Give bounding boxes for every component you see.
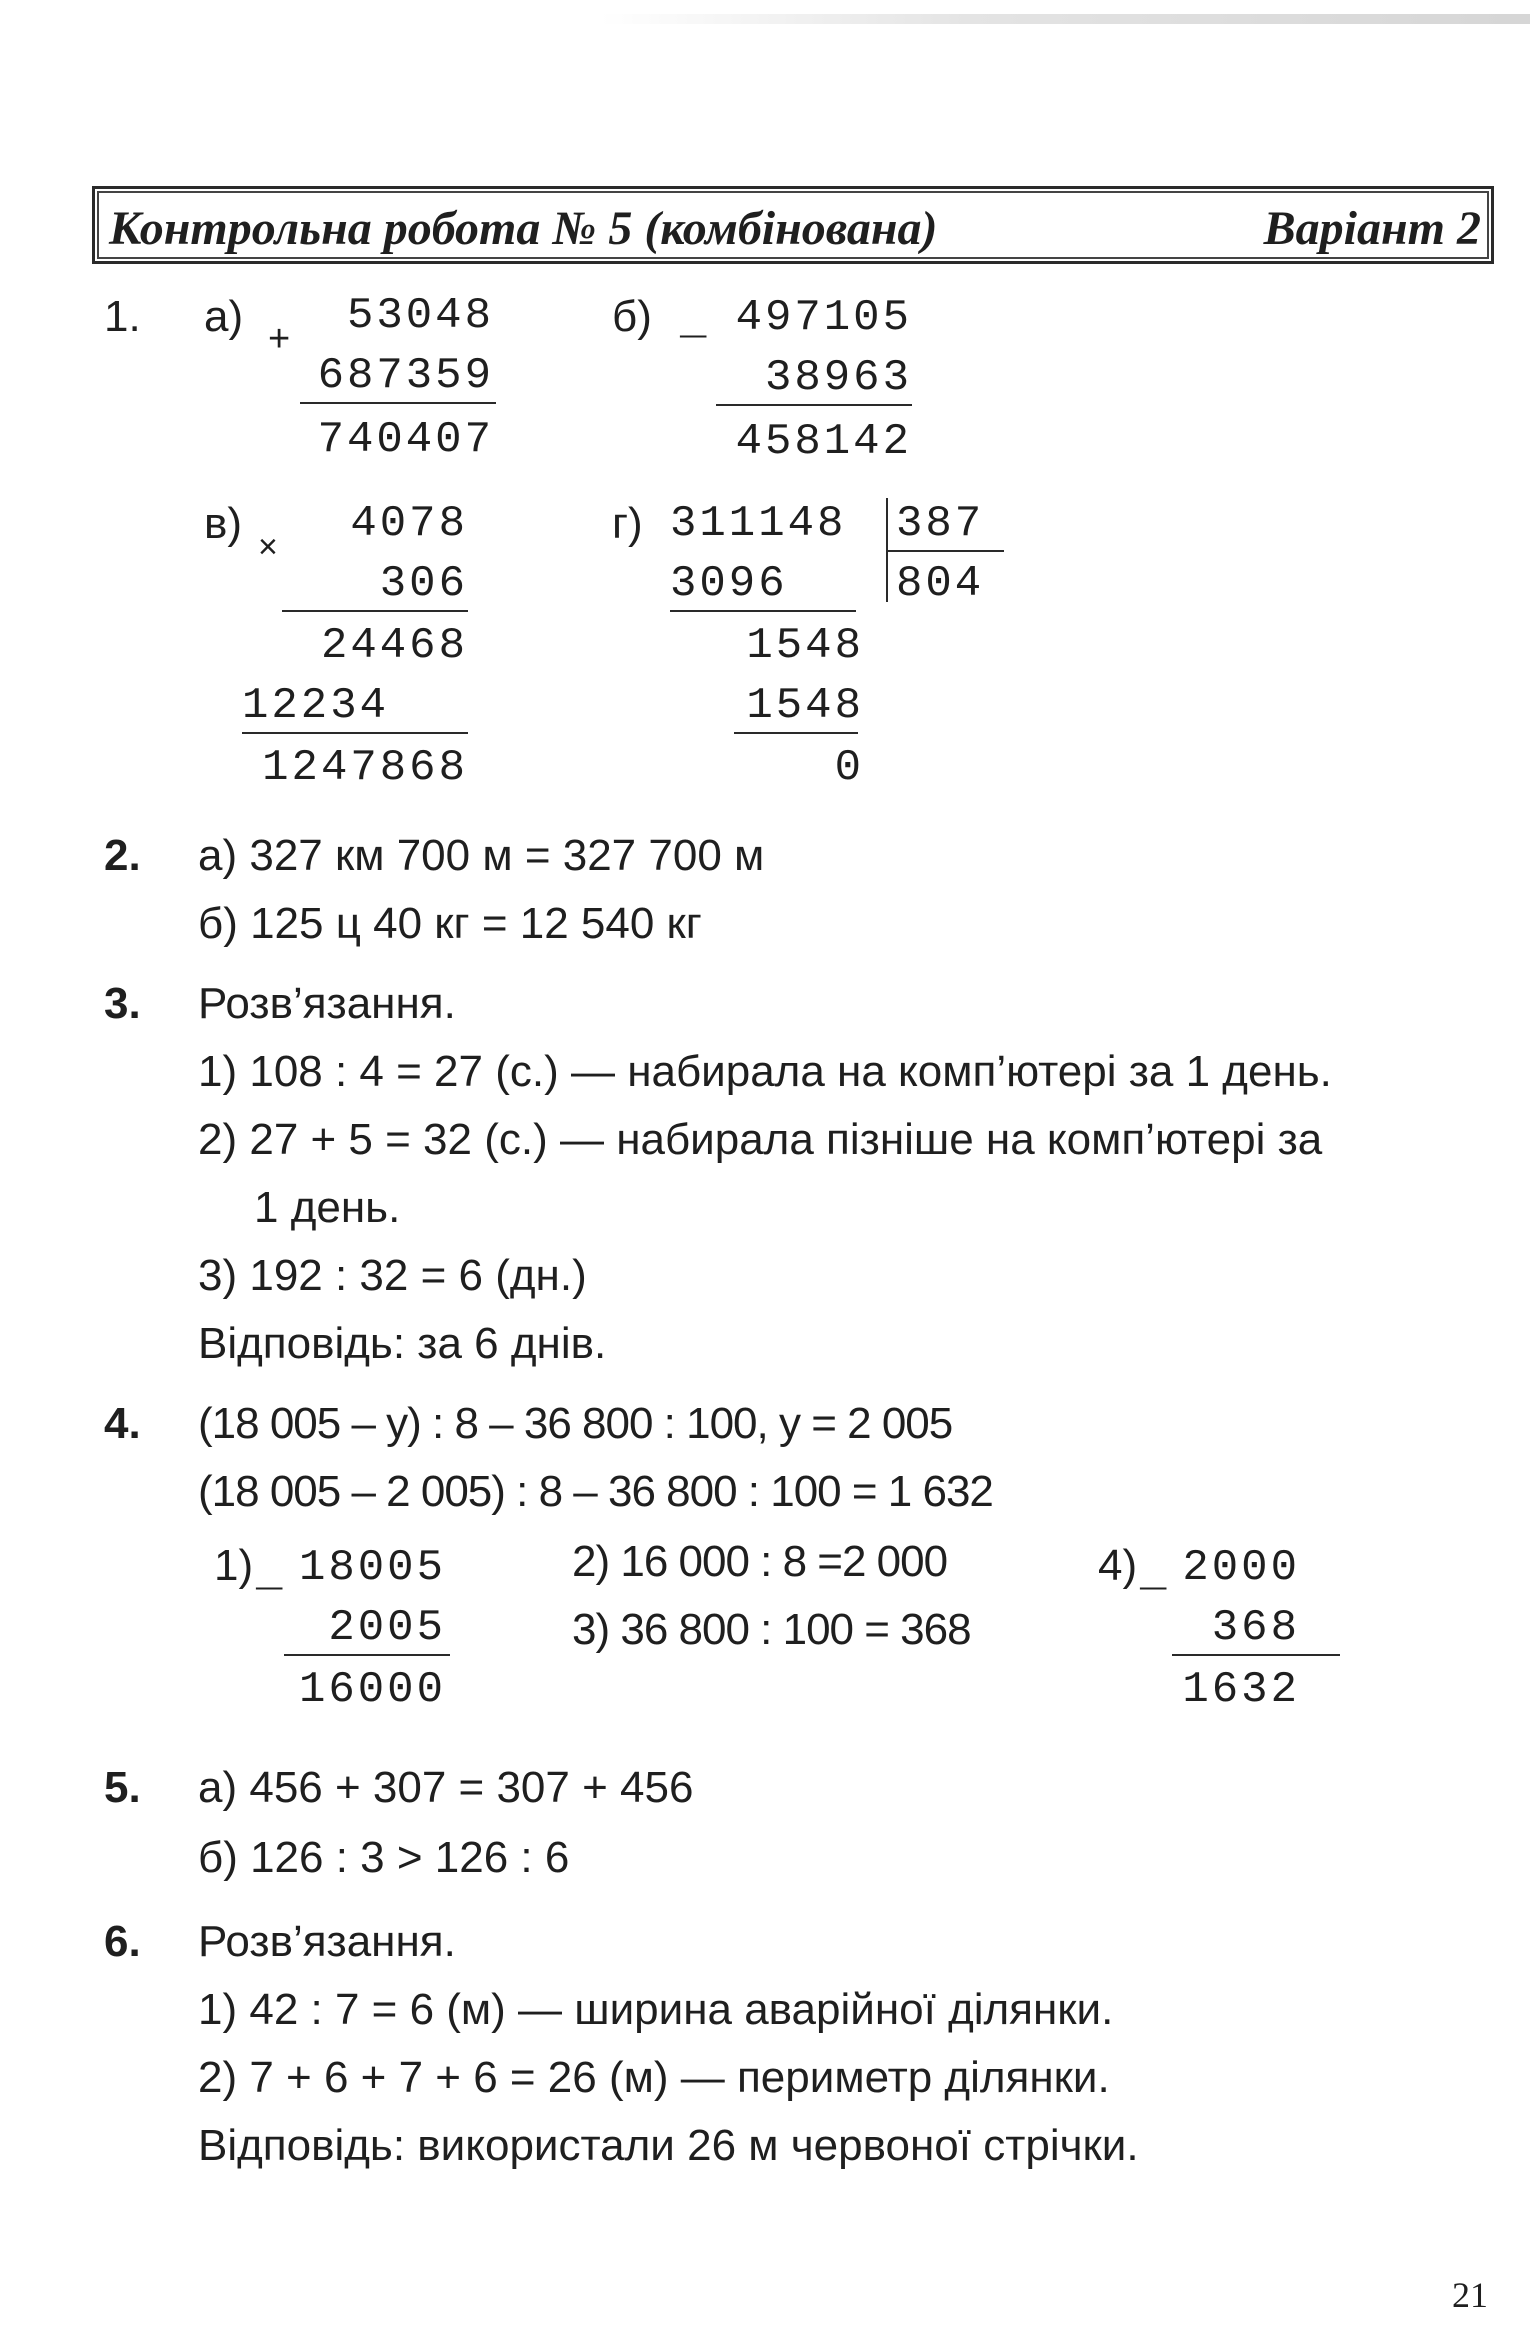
task-4-step-1-result: 16000 xyxy=(298,1665,446,1715)
task-4-expression: (18 005 – y) : 8 – 36 800 : 100, y = 2 005 xyxy=(198,1399,953,1448)
task-1b-operand-1: 497105 xyxy=(735,293,912,343)
task-1v-result: 1247868 xyxy=(262,743,468,793)
task-1a-operand-2: 687359 xyxy=(317,351,494,401)
task-2-number: 2. xyxy=(104,831,141,880)
task-1v-operand-2: 306 xyxy=(379,559,468,609)
task-4-step-4-label: 4) xyxy=(1098,1541,1138,1590)
task-3-heading: Розв’язання. xyxy=(198,979,456,1028)
page-number: 21 xyxy=(1452,2275,1488,2315)
task-1v-label: в) xyxy=(204,499,243,548)
task-1g-step-2: 1548 xyxy=(746,621,864,671)
task-4-step-1-operand-2: 2005 xyxy=(328,1603,446,1653)
task-1v-partial-2: 12234 xyxy=(242,681,390,731)
minus-sign: _ xyxy=(256,1549,286,1599)
task-1g-rule-2 xyxy=(734,732,858,734)
task-1v-rule-2 xyxy=(242,732,468,734)
task-1a-result: 740407 xyxy=(317,415,494,465)
task-1-number: 1. xyxy=(104,292,141,341)
task-5b: б) 126 : 3 > 126 : 6 xyxy=(198,1833,570,1882)
task-1a-operand-1: 53048 xyxy=(346,291,494,341)
task-3-step-3: 3) 192 : 32 = 6 (дн.) xyxy=(198,1251,587,1300)
task-1a-rule xyxy=(300,402,496,404)
task-4-step-2: 2) 16 000 : 8 =2 000 xyxy=(572,1537,948,1586)
task-3-step-2-cont: 1 день. xyxy=(254,1183,401,1232)
task-6-heading: Розв’язання. xyxy=(198,1917,456,1966)
minus-sign: _ xyxy=(680,297,710,347)
task-1b-label: б) xyxy=(612,292,652,341)
task-4-step-3: 3) 36 800 : 100 = 368 xyxy=(572,1605,971,1654)
task-1a-label: а) xyxy=(204,292,244,341)
task-1g-rule-1 xyxy=(670,610,856,612)
task-6-step-1: 1) 42 : 7 = 6 (м) — ширина аварійної ділянки. xyxy=(198,1985,1114,2034)
task-1b-operand-2: 38963 xyxy=(764,353,912,403)
task-1g-remainder: 0 xyxy=(834,743,864,793)
task-5a: а) 456 + 307 = 307 + 456 xyxy=(198,1763,694,1812)
plus-sign: + xyxy=(268,318,291,360)
task-1v-operand-1: 4078 xyxy=(350,499,468,549)
task-4-step-1-rule xyxy=(284,1654,450,1656)
times-sign: × xyxy=(258,528,278,566)
task-1g-step-1: 3096 xyxy=(670,559,788,609)
task-4-step-4-operand-2: 368 xyxy=(1211,1603,1300,1653)
header-box xyxy=(92,186,1494,264)
variant-label: Варіант 2 xyxy=(1263,202,1481,255)
task-2a: а) 327 км 700 м = 327 700 м xyxy=(198,831,765,880)
page-title: Контрольна робота № 5 (комбінована) xyxy=(109,202,938,255)
divisor: 387 xyxy=(896,499,985,549)
scan-edge-line xyxy=(600,14,1530,24)
task-4-step-1-label: 1) xyxy=(214,1541,254,1590)
task-4-substitution: (18 005 – 2 005) : 8 – 36 800 : 100 = 1 632 xyxy=(198,1467,993,1516)
task-3-step-1: 1) 108 : 4 = 27 (с.) — набирала на комп’ютері за 1 день. xyxy=(198,1047,1332,1096)
task-6-number: 6. xyxy=(104,1917,141,1966)
dividend: 311148 xyxy=(670,499,847,549)
task-4-number: 4. xyxy=(104,1399,141,1448)
task-4-step-4-operand-1: 2000 xyxy=(1182,1543,1300,1593)
task-3-number: 3. xyxy=(104,979,141,1028)
task-3-answer: Відповідь: за 6 днів. xyxy=(198,1319,607,1368)
quotient: 804 xyxy=(896,559,985,609)
task-1b-rule xyxy=(716,404,912,406)
task-1g-step-3: 1548 xyxy=(746,681,864,731)
task-1b-result: 458142 xyxy=(735,417,912,467)
task-4-step-1-operand-1: 18005 xyxy=(298,1543,446,1593)
task-5-number: 5. xyxy=(104,1763,141,1812)
task-4-step-4-rule xyxy=(1172,1654,1340,1656)
task-6-step-2: 2) 7 + 6 + 7 + 6 = 26 (м) — периметр ділянки. xyxy=(198,2053,1110,2102)
task-6-answer: Відповідь: використали 26 м червоної стрічки. xyxy=(198,2121,1139,2170)
task-2b: б) 125 ц 40 кг = 12 540 кг xyxy=(198,899,702,948)
task-1g-label: г) xyxy=(612,499,643,548)
division-bar-horizontal xyxy=(888,550,1004,552)
task-1v-partial-1: 24468 xyxy=(320,621,468,671)
minus-sign: _ xyxy=(1140,1549,1170,1599)
task-1v-rule-1 xyxy=(282,610,468,612)
task-3-step-2: 2) 27 + 5 = 32 (с.) — набирала пізніше на комп’ютері за xyxy=(198,1115,1323,1164)
task-4-step-4-result: 1632 xyxy=(1182,1665,1300,1715)
